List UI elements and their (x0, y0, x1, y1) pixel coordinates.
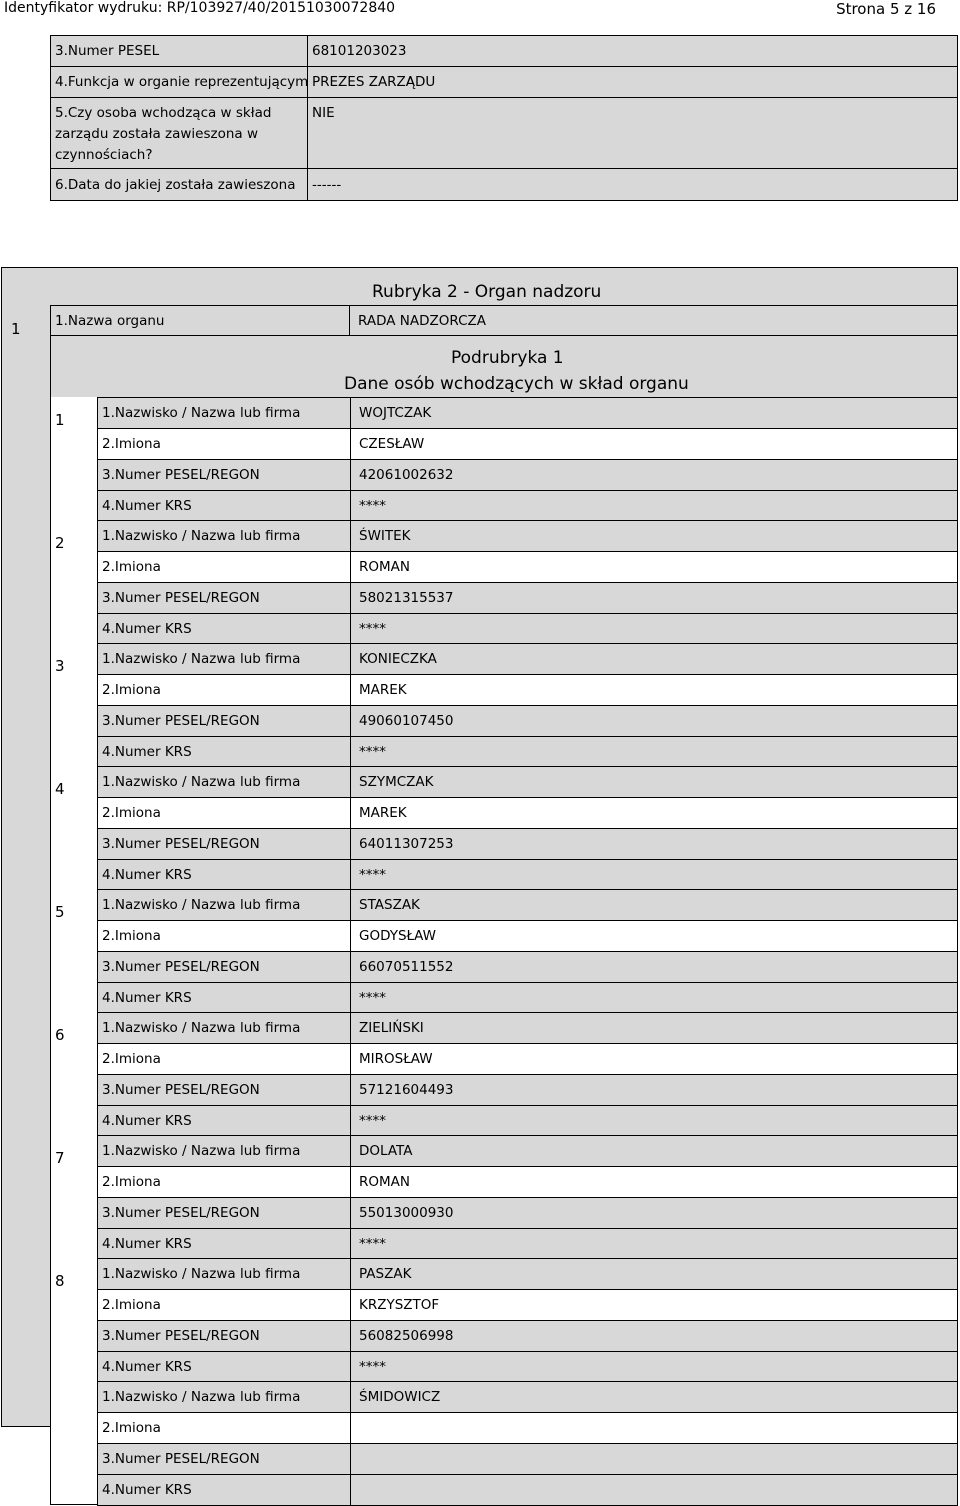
person-index: 1 (55, 411, 65, 429)
field-value-krs: **** (359, 498, 386, 514)
field-label-names: 2.Imiona (102, 559, 161, 575)
field-label-pesel: 3.Numer PESEL/REGON (102, 590, 260, 606)
field-label-cell (97, 1074, 351, 1106)
person-index-cell (50, 1381, 98, 1505)
field-value-names: KRZYSZTOF (359, 1297, 440, 1313)
suspended-label-line1: 5.Czy osoba wchodząca w skład (55, 105, 272, 121)
field-label-cell (97, 613, 351, 645)
field-label-cell (97, 1197, 351, 1229)
person-index: 5 (55, 903, 65, 921)
field-label-cell (97, 1012, 351, 1044)
field-value-pesel: 56082506998 (359, 1328, 454, 1344)
field-label-krs: 4.Numer KRS (102, 1482, 192, 1498)
person-index: 7 (55, 1149, 65, 1167)
subsection-subtitle: Dane osób wchodzących w skład organu (344, 374, 689, 394)
person-block (50, 766, 958, 889)
field-label-cell (97, 551, 351, 583)
suspension-date-value: ------ (312, 177, 342, 193)
field-label-pesel: 3.Numer PESEL/REGON (102, 1328, 260, 1344)
field-label-surname: 1.Nazwisko / Nazwa lub firma (102, 405, 301, 421)
field-label-cell (97, 490, 351, 522)
top-row-1-value-cell (308, 36, 957, 66)
field-value-cell (350, 705, 958, 737)
organ-value: RADA NADZORCZA (358, 313, 486, 329)
field-label-cell (97, 582, 351, 614)
field-label-krs: 4.Numer KRS (102, 1359, 192, 1375)
field-value-cell (350, 1412, 958, 1444)
field-label-pesel: 3.Numer PESEL/REGON (102, 1451, 260, 1467)
field-label-cell (97, 859, 351, 891)
field-label-surname: 1.Nazwisko / Nazwa lub firma (102, 774, 301, 790)
field-label-cell (97, 1135, 351, 1167)
field-label-cell (97, 797, 351, 829)
pesel-label: 3.Numer PESEL (55, 43, 160, 59)
top-row-4-label-cell (51, 169, 307, 200)
field-label-krs: 4.Numer KRS (102, 744, 192, 760)
field-label-krs: 4.Numer KRS (102, 867, 192, 883)
field-label-cell (97, 674, 351, 706)
field-label-pesel: 3.Numer PESEL/REGON (102, 467, 260, 483)
organ-label-cell (50, 305, 350, 336)
field-value-cell (350, 920, 958, 952)
field-value-names: MAREK (359, 805, 407, 821)
field-label-cell (97, 766, 351, 798)
field-value-cell (350, 1474, 958, 1506)
field-label-cell (97, 828, 351, 860)
field-value-cell (350, 674, 958, 706)
function-label: 4.Funkcja w organie reprezentującym (55, 74, 309, 90)
field-value-cell (350, 1351, 958, 1383)
field-value-surname: SZYMCZAK (359, 774, 434, 790)
field-value-cell (350, 951, 958, 983)
field-value-pesel: 58021315537 (359, 590, 454, 606)
pesel-value: 68101203023 (312, 43, 407, 59)
field-label-cell (97, 459, 351, 491)
top-row-3-label-cell (51, 98, 307, 168)
field-value-surname: STASZAK (359, 897, 420, 913)
field-label-pesel: 3.Numer PESEL/REGON (102, 1082, 260, 1098)
field-value-cell (350, 1043, 958, 1075)
field-label-cell (97, 736, 351, 768)
field-label-surname: 1.Nazwisko / Nazwa lub firma (102, 651, 301, 667)
field-label-surname: 1.Nazwisko / Nazwa lub firma (102, 528, 301, 544)
field-value-krs: **** (359, 1113, 386, 1129)
field-value-cell (350, 551, 958, 583)
field-label-cell (97, 643, 351, 675)
field-label-cell (97, 889, 351, 921)
suspended-label-line2: zarządu została zawieszona w (55, 126, 259, 142)
field-value-cell (350, 1012, 958, 1044)
field-value-cell (350, 736, 958, 768)
person-index-cell (50, 1258, 98, 1382)
field-label-krs: 4.Numer KRS (102, 990, 192, 1006)
function-value: PREZES ZARZĄDU (312, 74, 436, 90)
field-label-names: 2.Imiona (102, 805, 161, 821)
person-index-cell (50, 643, 98, 767)
field-value-cell (350, 1135, 958, 1167)
section-index: 1 (11, 320, 21, 338)
field-value-surname: ZIELIŃSKI (359, 1020, 424, 1036)
page-number: Strona 5 z 16 (836, 0, 936, 18)
person-block (50, 1135, 958, 1258)
person-index-cell (50, 1135, 98, 1259)
field-value-cell (350, 428, 958, 460)
field-value-cell (350, 582, 958, 614)
field-value-surname: KONIECZKA (359, 651, 437, 667)
person-block (50, 397, 958, 520)
field-label-cell (97, 1443, 351, 1475)
field-value-pesel: 42061002632 (359, 467, 454, 483)
field-value-cell (350, 459, 958, 491)
field-value-names: ROMAN (359, 559, 410, 575)
field-value-cell (350, 397, 958, 429)
person-block (50, 889, 958, 1012)
field-value-cell (350, 889, 958, 921)
field-value-surname: WOJTCZAK (359, 405, 432, 421)
subsection-title: Podrubryka 1 (451, 348, 564, 368)
person-index: 4 (55, 780, 65, 798)
field-label-surname: 1.Nazwisko / Nazwa lub firma (102, 1266, 301, 1282)
field-label-cell (97, 951, 351, 983)
field-value-krs: **** (359, 867, 386, 883)
field-value-pesel: 57121604493 (359, 1082, 454, 1098)
field-label-cell (97, 1289, 351, 1321)
field-value-pesel: 66070511552 (359, 959, 454, 975)
field-value-cell (350, 982, 958, 1014)
field-value-cell (350, 1320, 958, 1352)
field-label-krs: 4.Numer KRS (102, 1113, 192, 1129)
field-label-cell (97, 1320, 351, 1352)
field-label-names: 2.Imiona (102, 682, 161, 698)
field-label-cell (97, 1351, 351, 1383)
field-value-krs: **** (359, 744, 386, 760)
field-value-pesel: 49060107450 (359, 713, 454, 729)
field-value-cell (350, 1197, 958, 1229)
field-value-surname: PASZAK (359, 1266, 412, 1282)
person-index-cell (50, 889, 98, 1013)
person-index-cell (50, 1012, 98, 1136)
field-label-cell (97, 1166, 351, 1198)
field-label-pesel: 3.Numer PESEL/REGON (102, 1205, 260, 1221)
field-label-cell (97, 428, 351, 460)
person-block (50, 1012, 958, 1135)
field-label-krs: 4.Numer KRS (102, 1236, 192, 1252)
field-label-names: 2.Imiona (102, 436, 161, 452)
field-value-cell (350, 1381, 958, 1413)
field-label-names: 2.Imiona (102, 1297, 161, 1313)
person-block (50, 1381, 958, 1504)
field-label-cell (97, 1474, 351, 1506)
person-index-cell (50, 520, 98, 644)
field-value-krs: **** (359, 1236, 386, 1252)
organ-value-cell (349, 305, 958, 336)
section-title: Rubryka 2 - Organ nadzoru (372, 282, 602, 302)
field-value-cell (350, 1443, 958, 1475)
field-label-krs: 4.Numer KRS (102, 621, 192, 637)
field-value-pesel: 55013000930 (359, 1205, 454, 1221)
field-label-cell (97, 520, 351, 552)
top-row-1-label-cell (51, 36, 307, 66)
field-value-cell (350, 1166, 958, 1198)
field-label-names: 2.Imiona (102, 1174, 161, 1190)
field-value-names: CZESŁAW (359, 436, 425, 452)
field-label-surname: 1.Nazwisko / Nazwa lub firma (102, 1020, 301, 1036)
suspension-date-label: 6.Data do jakiej została zawieszona (55, 177, 296, 193)
field-value-cell (350, 613, 958, 645)
field-value-surname: ŚWITEK (359, 528, 411, 544)
field-label-cell (97, 1258, 351, 1290)
person-block (50, 520, 958, 643)
field-label-cell (97, 705, 351, 737)
field-value-names: ROMAN (359, 1174, 410, 1190)
suspended-label-line3: czynnościach? (55, 147, 153, 163)
field-label-cell (97, 982, 351, 1014)
field-value-cell (350, 490, 958, 522)
field-value-cell (350, 1074, 958, 1106)
field-label-cell (97, 1381, 351, 1413)
field-label-names: 2.Imiona (102, 928, 161, 944)
field-label-cell (97, 920, 351, 952)
person-index: 8 (55, 1272, 65, 1290)
field-value-surname: ŚMIDOWICZ (359, 1389, 441, 1405)
field-label-pesel: 3.Numer PESEL/REGON (102, 959, 260, 975)
field-value-pesel: 64011307253 (359, 836, 454, 852)
person-index: 2 (55, 534, 65, 552)
field-label-surname: 1.Nazwisko / Nazwa lub firma (102, 1143, 301, 1159)
field-label-pesel: 3.Numer PESEL/REGON (102, 836, 260, 852)
field-label-krs: 4.Numer KRS (102, 498, 192, 514)
person-block (50, 1258, 958, 1381)
field-value-krs: **** (359, 621, 386, 637)
top-row-2-label-cell (51, 67, 307, 97)
top-row-4-value-cell (308, 169, 957, 200)
field-value-cell (350, 643, 958, 675)
field-label-cell (97, 1412, 351, 1444)
field-value-cell (350, 859, 958, 891)
field-value-cell (350, 1228, 958, 1260)
field-value-names: MAREK (359, 682, 407, 698)
field-value-cell (350, 797, 958, 829)
field-value-cell (350, 766, 958, 798)
field-value-cell (350, 1105, 958, 1137)
field-label-cell (97, 397, 351, 429)
person-index-cell (50, 397, 98, 521)
field-value-names: MIROSŁAW (359, 1051, 433, 1067)
top-row-2-value-cell (308, 67, 957, 97)
person-index-cell (50, 766, 98, 890)
field-value-cell (350, 1289, 958, 1321)
person-block (50, 643, 958, 766)
field-label-names: 2.Imiona (102, 1420, 161, 1436)
suspended-value: NIE (312, 105, 335, 121)
field-label-surname: 1.Nazwisko / Nazwa lub firma (102, 897, 301, 913)
field-value-names: GODYSŁAW (359, 928, 436, 944)
field-value-cell (350, 520, 958, 552)
top-row-3-value-cell (308, 98, 957, 168)
person-index: 3 (55, 657, 65, 675)
field-label-surname: 1.Nazwisko / Nazwa lub firma (102, 1389, 301, 1405)
field-label-cell (97, 1228, 351, 1260)
field-value-surname: DOLATA (359, 1143, 413, 1159)
field-label-cell (97, 1105, 351, 1137)
field-value-cell (350, 828, 958, 860)
field-label-pesel: 3.Numer PESEL/REGON (102, 713, 260, 729)
organ-label: 1.Nazwa organu (55, 313, 165, 329)
top-table (50, 35, 958, 201)
field-label-cell (97, 1043, 351, 1075)
field-value-krs: **** (359, 990, 386, 1006)
person-index: 6 (55, 1026, 65, 1044)
field-value-krs: **** (359, 1359, 386, 1375)
field-label-names: 2.Imiona (102, 1051, 161, 1067)
field-value-cell (350, 1258, 958, 1290)
print-identifier: Identyfikator wydruku: RP/103927/40/20151030072840 (4, 0, 396, 16)
